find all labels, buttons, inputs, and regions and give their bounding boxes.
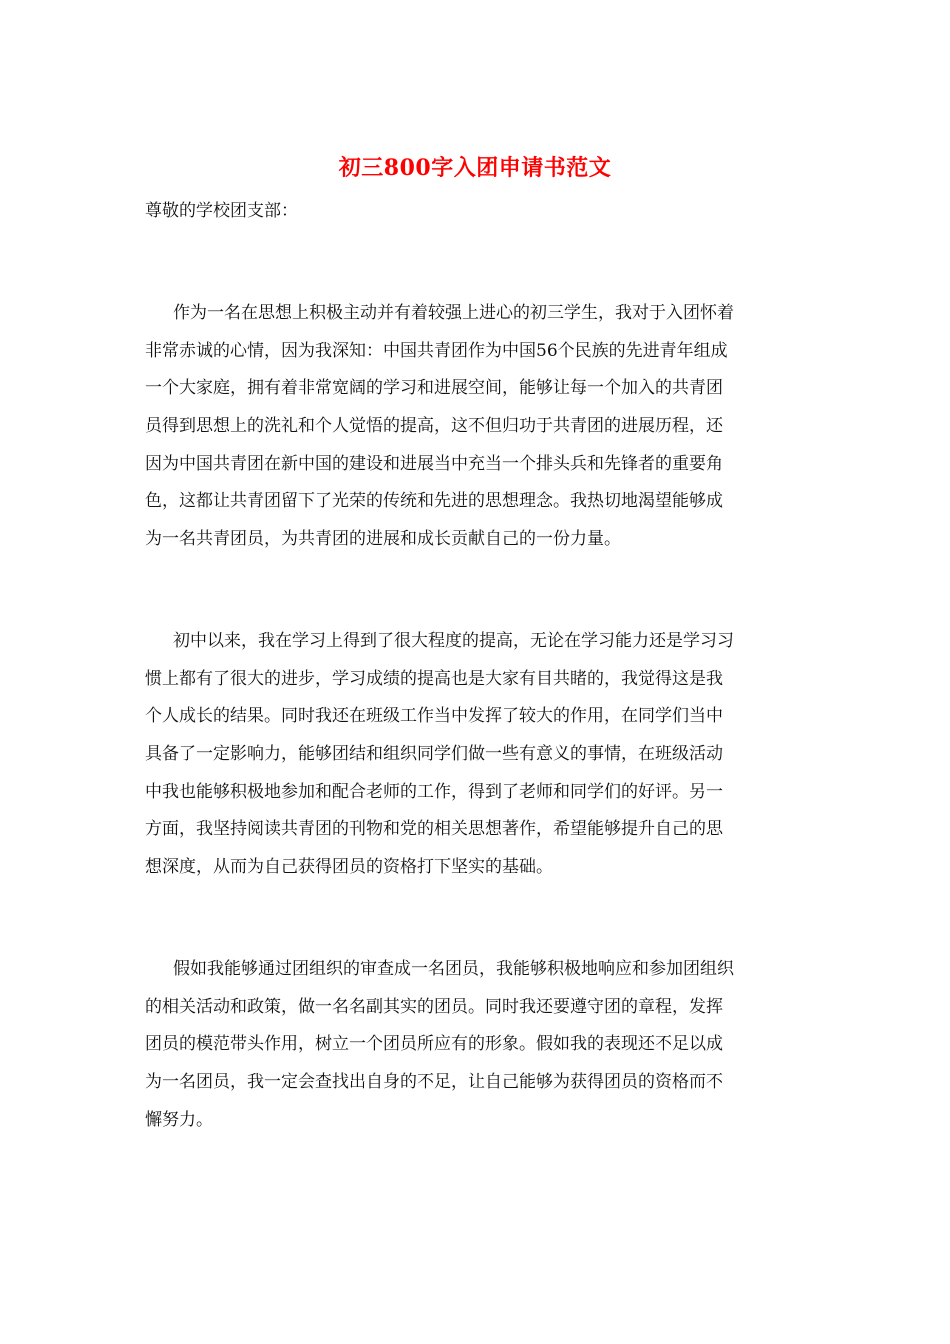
paragraph-line: 因为中国共青团在新中国的建设和进展当中充当一个排头兵和先锋者的重要角 (145, 453, 723, 474)
paragraph-line: 作为一名在思想上积极主动并有着较强上进心的初三学生，我对于入团怀着 (173, 303, 734, 323)
paragraph-line: 中我也能够积极地参加和配合老师的工作，得到了老师和同学们的好评。另一 (145, 781, 723, 802)
paragraph-line: 的相关活动和政策，做一名名副其实的团员。同时我还要遵守团的章程，发挥 (145, 996, 723, 1017)
paragraph-line: 为一名团员，我一定会查找出自身的不足，让自己能够为获得团员的资格而不 (145, 1072, 723, 1093)
paragraph-line: 想深度，从而为自己获得团员的资格打下坚实的基础。 (145, 857, 553, 878)
paragraph (145, 295, 815, 559)
paragraph (145, 951, 815, 1139)
paragraph-line: 个人成长的结果。同时我还在班级工作当中发挥了较大的作用，在同学们当中 (145, 706, 723, 727)
paragraph-line: 具备了一定影响力，能够团结和组织同学们做一些有意义的事情，在班级活动 (145, 744, 723, 765)
paragraph (145, 623, 815, 887)
paragraph-line: 为一名共青团员，为共青团的进展和成长贡献自己的一份力量。 (145, 529, 621, 550)
document-title: 初三800字入团申请书范文 (338, 155, 612, 181)
paragraph-line: 懈努力。 (145, 1109, 213, 1130)
paragraph-line: 方面，我坚持阅读共青团的刊物和党的相关思想著作，希望能够提升自己的思 (145, 819, 723, 840)
paragraph-line: 色，这都让共青团留下了光荣的传统和先进的思想理念。我热切地渴望能够成 (145, 491, 723, 512)
paragraph-line: 一个大家庭，拥有着非常宽阔的学习和进展空间，能够让每一个加入的共青团 (145, 378, 723, 399)
paragraph-line: 初中以来，我在学习上得到了很大程度的提高，无论在学习能力还是学习习 (173, 631, 734, 651)
paragraph-line: 团员的模范带头作用，树立一个团员所应有的形象。假如我的表现还不足以成 (145, 1034, 723, 1055)
paragraph-line: 惯上都有了很大的进步，学习成绩的提高也是大家有目共睹的，我觉得这是我 (145, 668, 723, 689)
salutation: 尊敬的学校团支部： (145, 201, 298, 221)
paragraph-line: 员得到思想上的洗礼和个人觉悟的提高，这不但归功于共青团的进展历程，还 (145, 416, 723, 437)
paragraph-line: 假如我能够通过团组织的审查成一名团员，我能够积极地响应和参加团组织 (173, 959, 734, 979)
paragraph-line: 非常赤诚的心情，因为我深知：中国共青团作为中国56个民族的先进青年组成 (145, 340, 728, 361)
